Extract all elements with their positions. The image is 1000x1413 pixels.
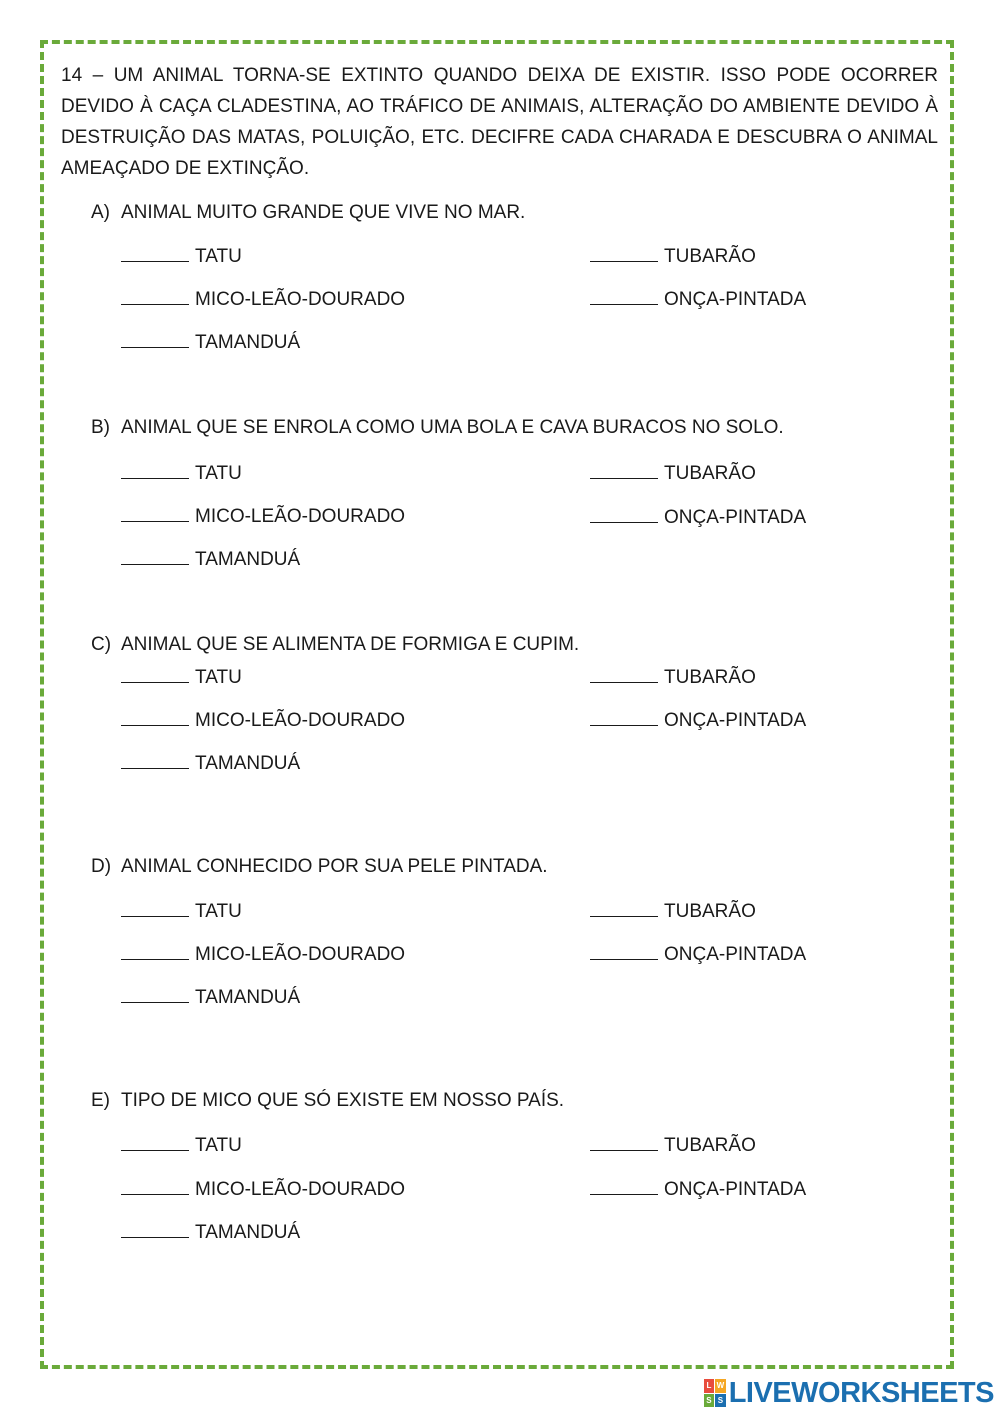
- logo-icon-cell: S: [715, 1394, 726, 1408]
- answer-blank[interactable]: [121, 499, 189, 522]
- option-tubarao: TUBARÃO: [590, 660, 756, 690]
- option-tubarao: TUBARÃO: [590, 239, 756, 269]
- answer-blank[interactable]: [590, 1172, 658, 1195]
- answer-blank[interactable]: [590, 239, 658, 262]
- intro-paragraph: 14 – UM ANIMAL TORNA-SE EXTINTO QUANDO DEIXA DE EXISTIR. ISSO PODE OCORRER DEVIDO À CAÇA CLADESTINA, AO TRÁFICO DE ANIMAIS, ALTERAÇÃO DO AMBIENTE DEVIDO À DESTRUIÇÃO DAS MATAS, POLUIÇÃO, ETC. DECIFRE CADA CHARADA E DESCUBRA O ANIMAL AMEAÇADO DE EXTINÇÃO.: [61, 65, 938, 179]
- option-tatu: TATU: [121, 660, 242, 690]
- option-tamandua: TAMANDUÁ: [121, 746, 300, 776]
- answer-blank[interactable]: [121, 239, 189, 262]
- option-tamandua: TAMANDUÁ: [121, 325, 300, 355]
- question-d: [91, 852, 931, 1008]
- option-tatu: TATU: [121, 456, 242, 486]
- option-tatu: TATU: [121, 239, 242, 269]
- question-letter: A): [91, 202, 110, 223]
- option-tubarao: TUBARÃO: [590, 1128, 756, 1158]
- answer-blank[interactable]: [121, 456, 189, 479]
- option-tamandua: TAMANDUÁ: [121, 542, 300, 572]
- answer-blank[interactable]: [590, 660, 658, 683]
- answer-blank[interactable]: [590, 894, 658, 917]
- answer-blank[interactable]: [121, 1172, 189, 1195]
- option-onca-pintada: ONÇA-PINTADA: [590, 703, 806, 733]
- answer-blank[interactable]: [121, 703, 189, 726]
- question-text: ANIMAL CONHECIDO POR SUA PELE PINTADA.: [121, 856, 548, 877]
- logo-icon-cell: L: [704, 1379, 715, 1393]
- question-text: TIPO DE MICO QUE SÓ EXISTE EM NOSSO PAÍS.: [121, 1090, 565, 1111]
- answer-blank[interactable]: [121, 937, 189, 960]
- logo-icon-cell: S: [704, 1394, 715, 1408]
- option-mico-leao-dourado: MICO-LEÃO-DOURADO: [121, 703, 405, 733]
- question-b: [91, 413, 931, 570]
- liveworksheets-logo-icon: [704, 1379, 726, 1407]
- option-onca-pintada: ONÇA-PINTADA: [590, 937, 806, 967]
- answer-blank[interactable]: [590, 1128, 658, 1151]
- logo-icon-cell: W: [715, 1379, 726, 1393]
- question-letter: C): [91, 634, 112, 655]
- question-letter: B): [91, 417, 110, 438]
- answer-blank[interactable]: [121, 980, 189, 1003]
- question-letter: D): [91, 856, 112, 877]
- answer-blank[interactable]: [590, 282, 658, 305]
- option-onca-pintada: ONÇA-PINTADA: [590, 500, 806, 530]
- answer-blank[interactable]: [590, 937, 658, 960]
- option-mico-leao-dourado: MICO-LEÃO-DOURADO: [121, 937, 405, 967]
- answer-blank[interactable]: [590, 703, 658, 726]
- answer-blank[interactable]: [121, 325, 189, 348]
- logo-text: LIVEWORKSHEETS: [728, 1376, 994, 1409]
- option-tamandua: TAMANDUÁ: [121, 1215, 300, 1245]
- answer-blank[interactable]: [121, 660, 189, 683]
- option-tamandua: TAMANDUÁ: [121, 980, 300, 1010]
- liveworksheets-logo[interactable]: [704, 1376, 994, 1410]
- question-text: ANIMAL QUE SE ALIMENTA DE FORMIGA E CUPIM.: [121, 634, 580, 655]
- option-mico-leao-dourado: MICO-LEÃO-DOURADO: [121, 499, 405, 529]
- option-tatu: TATU: [121, 1128, 242, 1158]
- answer-blank[interactable]: [121, 894, 189, 917]
- question-text: ANIMAL MUITO GRANDE QUE VIVE NO MAR.: [121, 202, 526, 223]
- question-a: [91, 198, 931, 353]
- answer-blank[interactable]: [121, 1128, 189, 1151]
- question-text: ANIMAL QUE SE ENROLA COMO UMA BOLA E CAVA BURACOS NO SOLO.: [121, 417, 784, 438]
- option-mico-leao-dourado: MICO-LEÃO-DOURADO: [121, 1172, 405, 1202]
- answer-blank[interactable]: [590, 456, 658, 479]
- option-tubarao: TUBARÃO: [590, 894, 756, 924]
- option-onca-pintada: ONÇA-PINTADA: [590, 282, 806, 312]
- option-mico-leao-dourado: MICO-LEÃO-DOURADO: [121, 282, 405, 312]
- answer-blank[interactable]: [121, 282, 189, 305]
- question-letter: E): [91, 1090, 110, 1111]
- answer-blank[interactable]: [121, 542, 189, 565]
- option-onca-pintada: ONÇA-PINTADA: [590, 1172, 806, 1202]
- question-e: [91, 1086, 931, 1243]
- answer-blank[interactable]: [590, 500, 658, 523]
- answer-blank[interactable]: [121, 746, 189, 769]
- option-tatu: TATU: [121, 894, 242, 924]
- answer-blank[interactable]: [121, 1215, 189, 1238]
- option-tubarao: TUBARÃO: [590, 456, 756, 486]
- question-c: [91, 630, 931, 774]
